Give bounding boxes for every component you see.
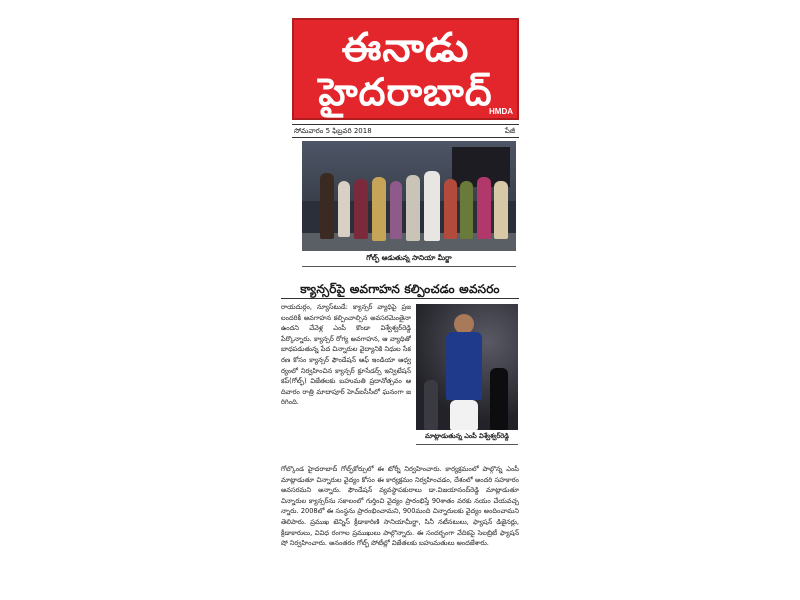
photo-person — [424, 171, 440, 241]
photo-person — [354, 179, 368, 239]
article-column-left — [281, 302, 411, 462]
photo-person — [390, 181, 402, 239]
photo-person — [460, 181, 473, 239]
photo-person — [444, 179, 457, 239]
photo-person — [454, 314, 474, 334]
photo-person — [494, 181, 508, 239]
photo-person — [477, 177, 491, 239]
photo-person — [450, 400, 478, 430]
photo-person — [406, 175, 420, 241]
issue-date: సోమవారం 5 ఫిబ్రవరి 2018 — [294, 127, 372, 135]
article-headline: క్యాన్సర్‌పై అవగాహన కల్పించడం అవసరం — [281, 280, 519, 299]
photo-person — [446, 332, 482, 400]
photo-person — [424, 380, 438, 430]
masthead-edition: హైదరాబాద్ — [318, 70, 493, 114]
photo-caption: గోల్ఫ్ ఆడుతున్న సానియా మీర్జా — [302, 254, 516, 267]
masthead-tag: HMDA — [489, 107, 513, 116]
page-label: పేజీ — [504, 127, 515, 135]
article-text: రాయదుర్గం, న్యూస్‌టుడే: క్యాన్సర్ వ్యాధిపై ప్రజలందరికీ అవగాహన కల్పించాల్సిన అవసరమెంతైనా ఉందని చేవెళ్ల ఎంపీ కొండా విశ్వేశ్వర్‌రెడ్డి పేర్కొన్నారు. క్యాన్సర్ రోగ్య అవగాహన, ఆ వ్యాధితో బాధపడుతున్న పేద చిన్నారుల వైద్యానికి నిధుల సేకరణ కోసం క్యాన్సర్ ఫౌండేషన్ ఆఫ్ ఇండియా ఆధ్వర్యంలో నిర్వహించిన క్యాన్సర్ క్రూసేడర్స్ ఇన్విటేషన్ కప్(గోల్ఫ్) విజేతలకు బహుమతి ప్రదానోత్సవం ఆదివారం రాత్రి మాదాపూర్ హెచ్ఐసీసీలో ఘనంగా జరిగింది. — [281, 303, 411, 407]
photo-person — [338, 181, 350, 237]
article-text: గోల్కొండ హైదరాబాద్ గోల్ఫ్‌కోర్సులో ఈ టోర్నీ నిర్వహించారు. కార్యక్రమంలో పాల్గొన్న ఎంపీ మాట్లాడుతూ చిన్నారుల వైద్యం కోసం ఈ కార్యక్రమం నిర్వహించడం, దేశంలో అందరి సహకారం అవసరమని అన్నారు. ఫౌండేషన్ వ్యవస్థాపకురాలు డా.విజయానంద్‌రెడ్డి మాట్లాడుతూ చిన్నారుల క్యాన్సర్‌ను సకాలంలో గుర్తించి వైద్యం ప్రారంభిస్తే 90శాతం వరకు నయం చేయవచ్చన్నారు. 2008లో ఈ సంస్థను ప్రారంభించామని, 900మంది చిన్నారులకు వైద్యం అందించామని తెలిపారు. ప్రముఖ టెన్నిస్ క్రీడాకారిణి సానియామీర్జా, సినీ నటీనటులు, ఫ్యాషన్ డిజైనర్లు, క్రీడాకారులు, వివిధ రంగాల ప్రముఖులు పాల్గొన్నారు. ఈ సందర్భంగా వేదికపై సెలబ్రిటీ ఫ్యాషన్ షో నిర్వహించారు. అనంతరం గోల్ఫ్ పోటీల్లో విజేతలకు బహుమతులు అందజేశారు. — [281, 465, 519, 548]
masthead — [292, 18, 519, 120]
event-photo — [302, 141, 516, 251]
photo-person — [320, 173, 334, 239]
photo-person — [372, 177, 386, 241]
photo-person — [490, 368, 508, 430]
photo-caption: మాట్లాడుతున్న ఎంపీ విశ్వేశ్వర్‌రెడ్డి — [416, 432, 518, 445]
speaker-photo — [416, 304, 518, 430]
masthead-title: ఈనాడు — [341, 25, 470, 71]
dateline — [292, 124, 519, 138]
article-column-bottom — [281, 464, 519, 576]
